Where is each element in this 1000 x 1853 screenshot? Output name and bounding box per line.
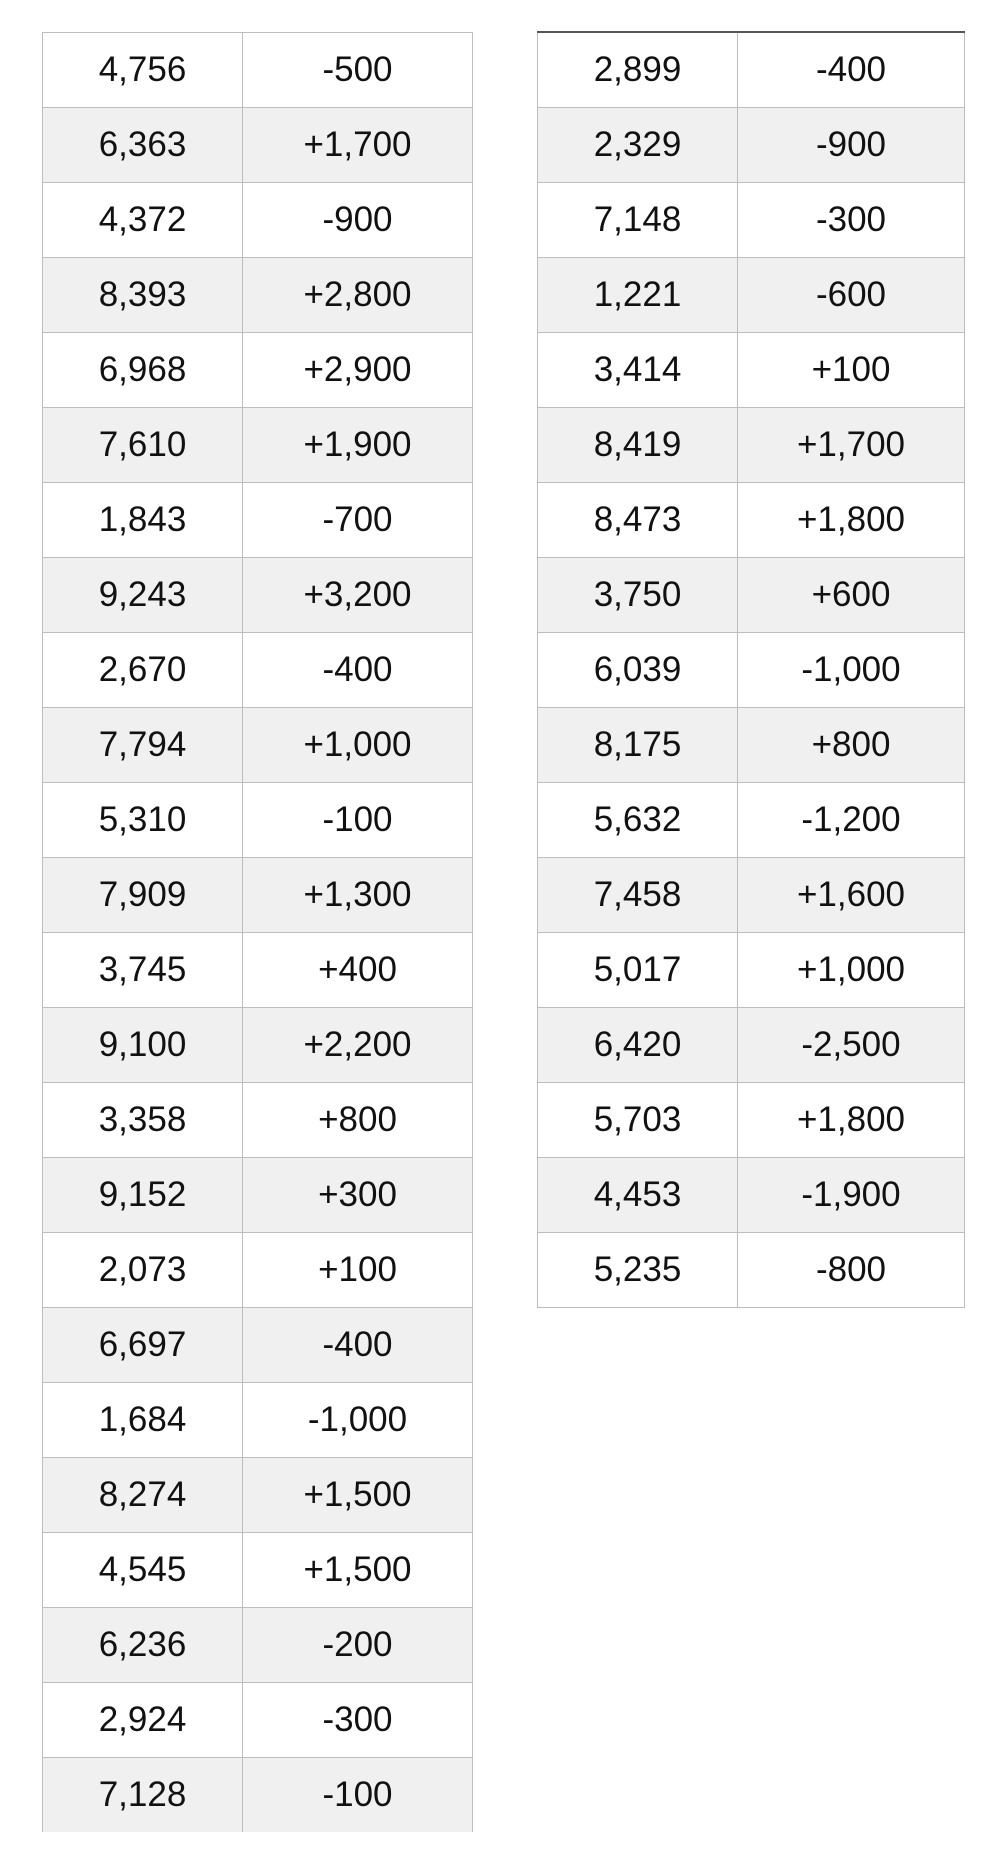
table-row <box>43 1083 473 1158</box>
value-cell: 7,148 <box>538 183 738 258</box>
data-table-left <box>42 32 473 1832</box>
value-cell: 9,100 <box>43 1008 243 1083</box>
change-cell: -500 <box>243 33 473 108</box>
value-cell: 8,274 <box>43 1458 243 1533</box>
change-cell: -700 <box>243 483 473 558</box>
value-cell: 2,899 <box>538 32 738 108</box>
table-row <box>43 1308 473 1383</box>
value-cell: 8,419 <box>538 408 738 483</box>
change-cell: -1,000 <box>243 1383 473 1458</box>
change-cell: +1,800 <box>738 1083 965 1158</box>
table-row <box>538 108 965 183</box>
value-cell: 8,393 <box>43 258 243 333</box>
value-cell: 5,017 <box>538 933 738 1008</box>
table-row <box>43 1233 473 1308</box>
table-row <box>43 1458 473 1533</box>
change-cell: -900 <box>243 183 473 258</box>
table-row <box>43 483 473 558</box>
change-cell: +3,200 <box>243 558 473 633</box>
value-cell: 3,745 <box>43 933 243 1008</box>
table-row <box>43 1608 473 1683</box>
change-cell: +1,300 <box>243 858 473 933</box>
value-cell: 5,632 <box>538 783 738 858</box>
value-cell: 8,473 <box>538 483 738 558</box>
table-row <box>538 483 965 558</box>
value-cell: 1,684 <box>43 1383 243 1458</box>
value-cell: 3,358 <box>43 1083 243 1158</box>
table-row <box>538 633 965 708</box>
change-cell: +100 <box>738 333 965 408</box>
change-cell: -300 <box>243 1683 473 1758</box>
change-cell: +1,600 <box>738 858 965 933</box>
change-cell: -100 <box>243 783 473 858</box>
change-cell: +1,700 <box>738 408 965 483</box>
table-row <box>43 783 473 858</box>
value-cell: 8,175 <box>538 708 738 783</box>
value-cell: 6,236 <box>43 1608 243 1683</box>
value-cell: 7,128 <box>43 1758 243 1833</box>
table-row <box>43 558 473 633</box>
value-cell: 2,670 <box>43 633 243 708</box>
value-cell: 6,697 <box>43 1308 243 1383</box>
change-cell: +1,800 <box>738 483 965 558</box>
value-cell: 5,310 <box>43 783 243 858</box>
value-cell: 6,968 <box>43 333 243 408</box>
value-cell: 7,610 <box>43 408 243 483</box>
change-cell: -400 <box>738 32 965 108</box>
value-cell: 1,843 <box>43 483 243 558</box>
value-cell: 6,363 <box>43 108 243 183</box>
table-row <box>43 1758 473 1833</box>
change-cell: +1,000 <box>243 708 473 783</box>
change-cell: +2,900 <box>243 333 473 408</box>
change-cell: -1,000 <box>738 633 965 708</box>
value-cell: 4,453 <box>538 1158 738 1233</box>
value-cell: 7,458 <box>538 858 738 933</box>
change-cell: -100 <box>243 1758 473 1833</box>
value-cell: 4,372 <box>43 183 243 258</box>
table-row <box>43 1008 473 1083</box>
value-cell: 7,909 <box>43 858 243 933</box>
table-row <box>538 558 965 633</box>
change-cell: -600 <box>738 258 965 333</box>
change-cell: -400 <box>243 633 473 708</box>
table-row <box>43 183 473 258</box>
table-row <box>43 858 473 933</box>
table-row <box>538 1083 965 1158</box>
value-cell: 2,073 <box>43 1233 243 1308</box>
change-cell: +2,200 <box>243 1008 473 1083</box>
table-row <box>43 933 473 1008</box>
table-row <box>43 1683 473 1758</box>
value-cell: 9,152 <box>43 1158 243 1233</box>
value-cell: 1,221 <box>538 258 738 333</box>
table-row <box>43 33 473 108</box>
change-cell: -2,500 <box>738 1008 965 1083</box>
value-cell: 5,703 <box>538 1083 738 1158</box>
change-cell: -1,900 <box>738 1158 965 1233</box>
value-cell: 4,756 <box>43 33 243 108</box>
table-row <box>538 1008 965 1083</box>
value-cell: 6,420 <box>538 1008 738 1083</box>
value-cell: 7,794 <box>43 708 243 783</box>
table-row <box>538 258 965 333</box>
table-row <box>538 783 965 858</box>
table-row <box>43 1533 473 1608</box>
change-cell: +1,500 <box>243 1533 473 1608</box>
table-row <box>538 183 965 258</box>
change-cell: +1,700 <box>243 108 473 183</box>
table-row <box>43 108 473 183</box>
table-row <box>43 1158 473 1233</box>
change-cell: +2,800 <box>243 258 473 333</box>
table-row <box>538 1158 965 1233</box>
change-cell: +400 <box>243 933 473 1008</box>
table-row <box>43 408 473 483</box>
table-row <box>43 633 473 708</box>
value-cell: 2,924 <box>43 1683 243 1758</box>
table-row <box>43 258 473 333</box>
table-row <box>43 1383 473 1458</box>
table-row <box>538 708 965 783</box>
change-cell: +300 <box>243 1158 473 1233</box>
value-cell: 3,750 <box>538 558 738 633</box>
data-table-right <box>537 31 965 1308</box>
table-row <box>538 32 965 108</box>
table-row <box>538 1233 965 1308</box>
change-cell: +800 <box>243 1083 473 1158</box>
value-cell: 4,545 <box>43 1533 243 1608</box>
table-row <box>43 333 473 408</box>
change-cell: +100 <box>243 1233 473 1308</box>
table-row <box>43 708 473 783</box>
value-cell: 6,039 <box>538 633 738 708</box>
change-cell: -300 <box>738 183 965 258</box>
change-cell: +800 <box>738 708 965 783</box>
value-cell: 3,414 <box>538 333 738 408</box>
change-cell: -900 <box>738 108 965 183</box>
change-cell: -200 <box>243 1608 473 1683</box>
table-row <box>538 858 965 933</box>
change-cell: +1,900 <box>243 408 473 483</box>
table-row <box>538 333 965 408</box>
value-cell: 2,329 <box>538 108 738 183</box>
change-cell: -400 <box>243 1308 473 1383</box>
change-cell: +1,000 <box>738 933 965 1008</box>
change-cell: -1,200 <box>738 783 965 858</box>
change-cell: -800 <box>738 1233 965 1308</box>
value-cell: 9,243 <box>43 558 243 633</box>
table-row <box>538 408 965 483</box>
change-cell: +1,500 <box>243 1458 473 1533</box>
value-cell: 5,235 <box>538 1233 738 1308</box>
change-cell: +600 <box>738 558 965 633</box>
table-row <box>538 933 965 1008</box>
